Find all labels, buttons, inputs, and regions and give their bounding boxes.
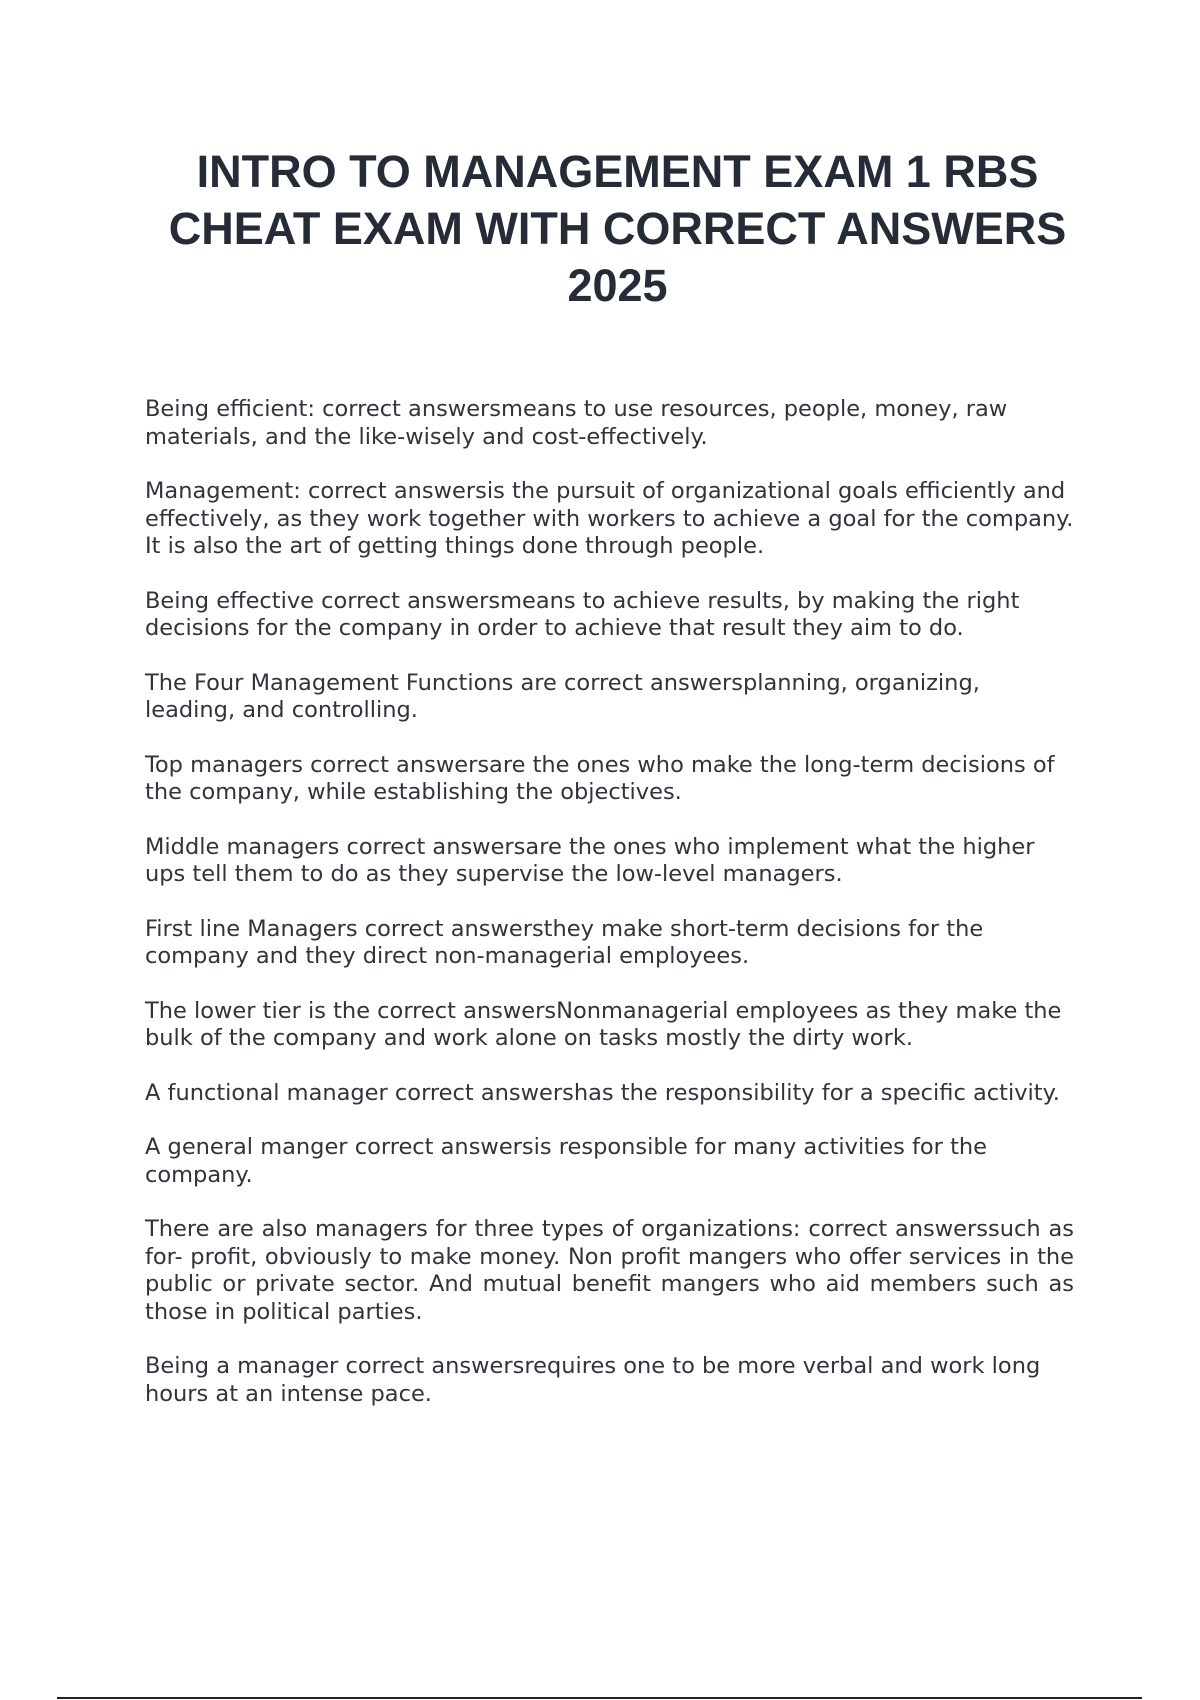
qa-entry-being-efficient: Being efficient: correct answersmeans to use resources, people, money, raw materials, and the like-wisely and cost-effectively.	[145, 396, 1008, 450]
qa-entry-middle-managers: Middle managers correct answersare the ones who implement what the higher ups tell them to do as they supervise the low-level managers.	[145, 833, 1035, 887]
qa-entry-four-functions: The Four Management Functions are correct answersplanning, organizing, leading, and controlling.	[145, 669, 980, 723]
document-body	[145, 396, 1074, 1435]
qa-entry-being-effective: Being effective correct answersmeans to achieve results, by making the right decisions for the company in order to achieve that result they aim to do.	[145, 587, 1020, 641]
document-title: INTRO TO MANAGEMENT EXAM 1 RBS CHEAT EXAM WITH CORRECT ANSWERS 2025	[168, 146, 1067, 311]
qa-entry-lower-tier: The lower tier is the correct answersNonmanagerial employees as they make the bulk of the company and work alone on tasks mostly the dirty work.	[145, 997, 1062, 1051]
qa-entry-management: Management: correct answersis the pursuit of organizational goals efficiently and effectively, as they work together with workers to achieve a goal for the company. It is also the art of getting things done through people.	[145, 478, 1074, 559]
qa-entry-general-manager: A general manger correct answersis responsible for many activities for the company.	[145, 1134, 988, 1188]
qa-entry-organization-types: There are also managers for three types of organizations: correct answerssuch as for- profit, obviously to make money. Non profit mangers who offer services in the public or private sector. And mutual benefit mangers who aid members such as those in political parties.	[145, 1216, 1074, 1325]
footer-divider	[57, 1697, 1142, 1699]
qa-entry-top-managers: Top managers correct answersare the ones who make the long-term decisions of the company, while establishing the objectives.	[145, 751, 1055, 805]
qa-entry-first-line-managers: First line Managers correct answersthey make short-term decisions for the company and they direct non-managerial employees.	[145, 915, 984, 969]
qa-entry-being-a-manager: Being a manager correct answersrequires one to be more verbal and work long hours at an intense pace.	[145, 1353, 1041, 1407]
qa-entry-functional-manager: A functional manager correct answershas the responsibility for a specific activity.	[145, 1079, 1060, 1106]
